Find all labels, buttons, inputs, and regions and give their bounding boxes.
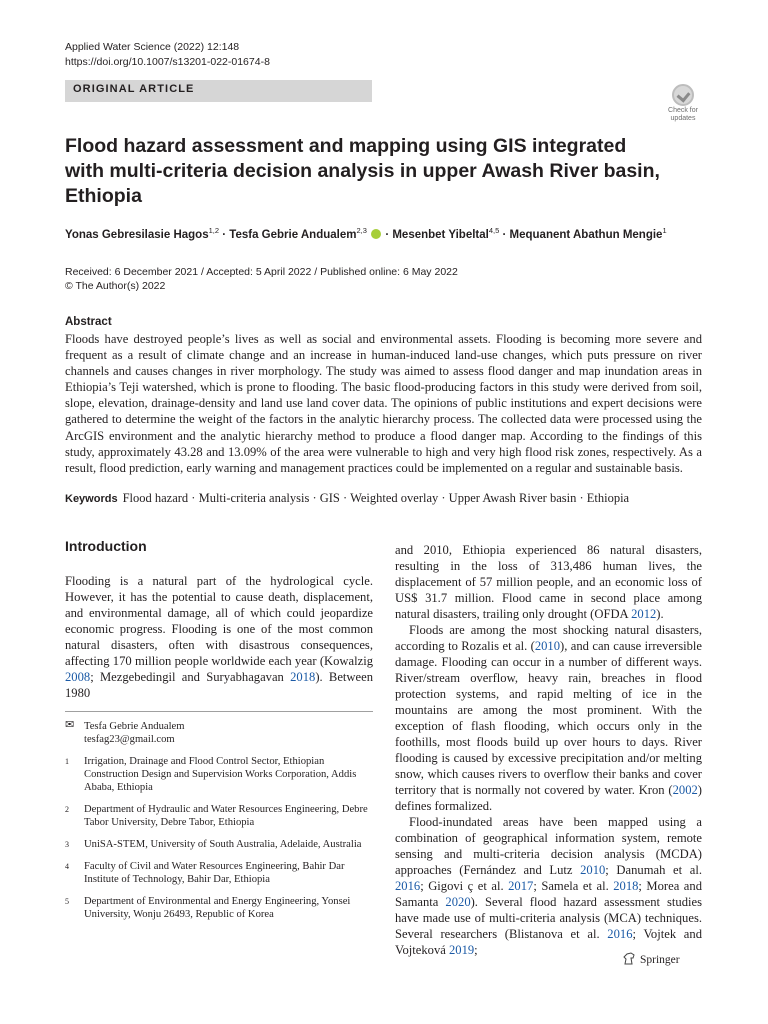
title-line-2: with multi-criteria decision analysis in upper Awash River basin, [65,160,660,182]
affiliation-footnote [65,838,373,851]
introduction-heading: Introduction [65,538,147,554]
paragraph-text: ). Several flood hazard assessment studies have made use of multi-criteria analysis (MCA) techniques. Several researchers (Blistanova et al. [395,895,703,941]
citation-link[interactable]: 2016 [607,927,633,941]
citation-link[interactable]: 2017 [508,879,534,893]
affiliation-text: UniSA-STEM, University of South Australia, Adelaide, Australia [84,839,362,850]
introduction-paragraph [395,622,702,814]
introduction-paragraph [395,542,702,622]
paragraph-text: ; Vojtek and Vojteková [395,927,702,957]
introduction-paragraph [65,573,373,701]
author-separator: · [385,228,393,241]
paragraph-text: ; Morea and Samanta [395,879,702,909]
affiliation-footnote [65,895,373,921]
keywords-text: Flood hazard · Multi-criteria analysis · GIS · Weighted overlay · Upper Awash River basin · Ethiopia [122,491,630,505]
citation-link[interactable]: 2018 [290,670,316,684]
badge-line-1: Check for [668,107,698,114]
journal-header [65,40,270,70]
paragraph-text: Floods are among the most shocking natural disasters, according to Rozalis et al. ( [395,623,702,653]
affiliation-number: 2 [65,805,69,814]
title-line-3: Ethiopia [65,185,142,207]
affiliation-text: Department of Environmental and Energy Engineering, Yonsei University, Wonju 26493, Republic of Korea [84,896,351,920]
date-history: Received: 6 December 2021 / Accepted: 5 April 2022 / Published online: 6 May 2022 [65,266,458,278]
paragraph-text: Flooding is a natural part of the hydrological cycle. However, it has the potential to cause death, displacement, and environmental damage, all of which could jeopardize economic progress. Flooding is one of the most common natural disasters, often with disastrous consequences, affecting 170 million people worldwide each year (Kowalzig [65,574,373,668]
badge-text [662,107,704,123]
affiliation-text: Department of Hydraulic and Water Resources Engineering, Debre Tabor University, Debre Tabor, Ethiopia [84,804,368,828]
article-type-label: ORIGINAL ARTICLE [73,83,195,95]
keywords-label: Keywords [65,493,118,505]
badge-line-2: updates [670,115,696,122]
author-separator: · [222,228,230,241]
envelope-icon: ✉ [65,719,75,731]
right-column [395,542,702,958]
keywords [65,491,705,506]
affiliation-number: 1 [65,757,69,766]
author-name[interactable]: Mesenbet Yibeltal [392,228,489,241]
citation-link[interactable]: 2008 [65,670,91,684]
paragraph-text: ; Samela et al. [533,879,614,893]
check-for-updates-badge[interactable] [662,84,704,124]
footnote-divider [65,711,373,712]
paragraph-text: ). [656,607,664,621]
publication-dates [65,265,458,293]
affiliation-number: 4 [65,862,69,871]
author-affiliation-mark: 1 [662,226,667,235]
citation-link[interactable]: 2010 [580,863,606,877]
publisher-name: Springer [640,954,680,966]
article-title [65,134,705,209]
citation-link[interactable]: 2019 [448,943,475,957]
author-affiliation-mark: 4,5 [488,226,500,235]
doi-link[interactable]: https://doi.org/10.1007/s13201-022-01674-8 [65,56,270,68]
paragraph-text: ) defines formalized. [395,783,702,813]
affiliation-footnote [65,755,373,794]
author-name[interactable]: Mequanent Abathun Mengie [509,228,663,241]
affiliation-text: Irrigation, Drainage and Flood Control Sector, Ethiopian Construction Design and Supervision Works Corporation, Addis Ababa, Ethiopia [84,756,357,793]
springer-horse-icon [622,952,636,966]
affiliation-footnote [65,803,373,829]
citation-link[interactable]: 2010 [534,639,561,653]
introduction-paragraph [395,814,702,958]
corresponding-author [65,720,373,746]
title-line-1: Flood hazard assessment and mapping using GIS integrated [65,135,627,157]
affiliation-footnote [65,860,373,886]
citation-link[interactable]: 2018 [613,879,639,893]
publisher-logo [622,952,680,966]
abstract-text: Floods have destroyed people’s lives as well as social and environmental assets. Flooding is becoming more severe and frequent as a result of climate change and an increase in human-induced land-use changes, which puts pressure on river channels and causes changes in river morphology. The study was aimed to assess flood danger and map inundation areas in Ethiopia’s Teji watershed, which is prone to flooding. The basic flood-producing factors in this study were derived from soil, slope, elevation, drainage-density and land use land cover data. The opinions of public institutions and expert decisions were gathered to determine the weight of the factors in the analytic hierarchy process. The collected data were processed using the ArcGIS environment and the analytic hierarchy method to produce a flood danger map. According to the findings of this study, approximately 43.28 and 13.09% of the area were vulnerable to high and very high flood risk zones, respectively. As a result, flood prediction, early warning and management practices could be implemented on a regular and sustainable basis. [65,332,702,475]
citation-link[interactable]: 2002 [672,783,698,797]
citation-link[interactable]: 2020 [445,895,471,909]
journal-citation: Applied Water Science (2022) 12:148 [65,41,240,53]
affiliation-text: Faculty of Civil and Water Resources Engineering, Bahir Dar Institute of Technology, Bahir Dar, Ethiopia [84,861,345,885]
paragraph-text: Flood-inundated areas have been mapped using a combination of geographical information system, remote sensing and multi-criteria decision analysis (MCDA) approaches (Fernández and Lutz [395,815,702,877]
copyright-notice: © The Author(s) 2022 [65,280,166,292]
author-list [65,226,715,241]
paragraph-text: ; Mezgebedingil and Suryabhagavan [90,670,291,684]
abstract-heading: Abstract [65,316,112,328]
affiliation-number: 3 [65,840,69,849]
author-name[interactable]: Yonas Gebresilasie Hagos [65,228,209,241]
author-affiliation-mark: 1,2 [208,226,220,235]
author-affiliation-mark: 2,3 [356,226,367,235]
paragraph-text: and 2010, Ethiopia experienced 86 natural disasters, resulting in the loss of 313,486 human lives, the displacement of 57 million people, and an economic loss of US$ 31.7 million. Flood came in second place among natural disasters, trailing only drought (OFDA [395,543,702,621]
orcid-icon[interactable] [371,229,381,239]
paragraph-text: ; Danumah et al. [605,863,703,877]
footnotes [65,720,373,930]
paragraph-text: ; Gigovi ç et al. [420,879,509,893]
citation-link[interactable]: 2016 [395,879,421,893]
paragraph-text: ; [474,943,478,957]
author-name[interactable]: Tesfa Gebrie Andualem [229,228,357,241]
affiliation-number: 5 [65,897,69,906]
paragraph-text: ), and can cause irreversible damage. Flooding can occur in a number of different ways. River/stream overflow, heavy rain, breaches in flood protection systems, and rapid melting of ice in the mountains are among the most prominent. With the exception of flash flooding, which occurs only in the foothills, most floods build up over hours to days. River flooding is caused by excessive precipitation and/or melting snow, which causes rivers to overflow their banks and cover territory that is normally not covered by water. Kron ( [395,639,702,797]
corresponding-author-name: Tesfa Gebrie Andualem [84,721,185,732]
paragraph-text: ). Between 1980 [65,670,373,700]
check-for-updates-icon [672,84,694,106]
citation-link[interactable]: 2012 [631,607,657,621]
author-separator: · [502,228,510,241]
corresponding-author-email[interactable]: tesfag23@gmail.com [84,734,175,745]
